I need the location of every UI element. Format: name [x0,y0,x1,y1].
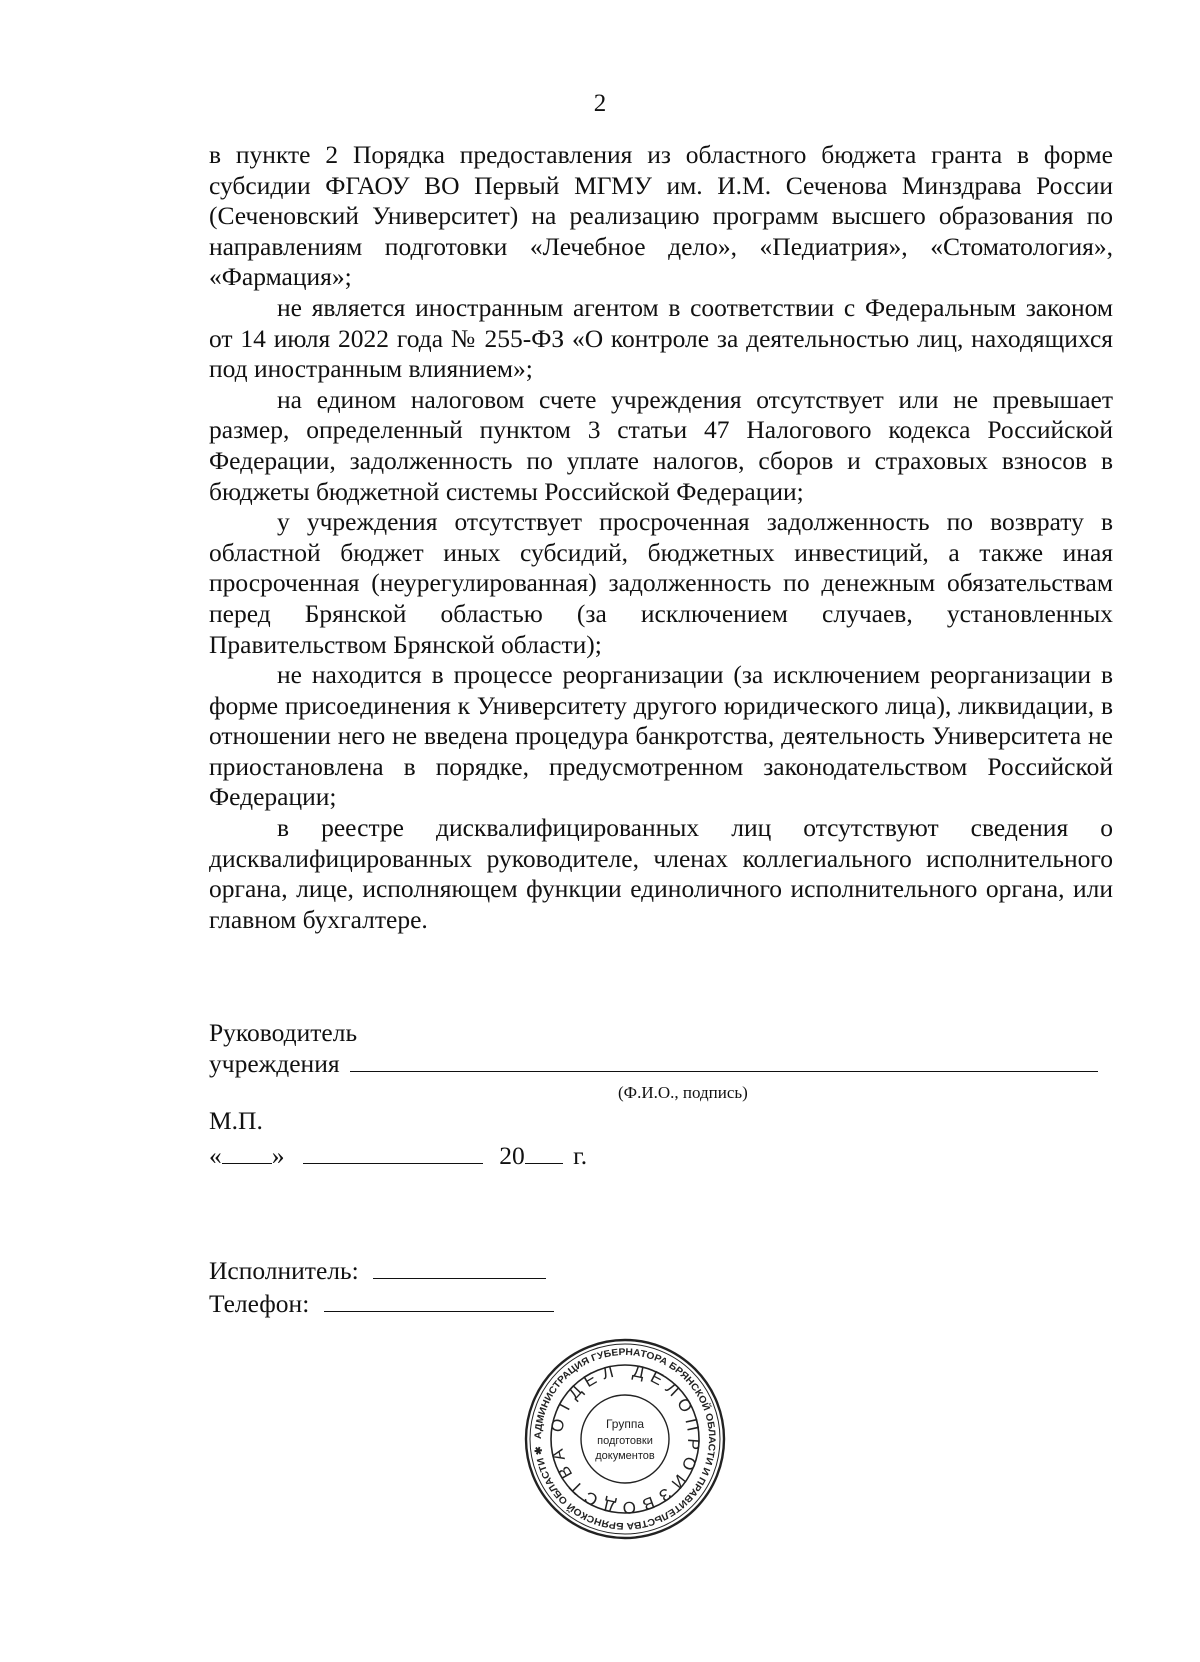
date-open-quote: « [209,1141,222,1170]
seal-label: М.П. [209,1106,263,1135]
paragraph-6: в реестре дисквалифицированных лиц отсутствуют сведения о дисквалифицированных руководителе, членах коллегиального исполнительного органа, лице, исполняющем функции единоличного исполнительного органа, или главном бухгалтере. [209,813,1113,934]
phone-row [209,1289,554,1319]
head-signature-line [350,1070,1098,1072]
stamp-center-line1: Группа [605,1417,645,1431]
date-year-suffix: г. [573,1141,588,1170]
date-close-quote: » [271,1141,285,1170]
executor-row [209,1256,546,1286]
date-day-line [222,1162,272,1164]
paragraph-5: не находится в процессе реорганизации (за исключением реорганизации в форме присоединения к Университету другого юридического лица), ликвидации, в отношении него не введена процедура банкротства, деятельность Университета не приостановлена в порядке, предусмотренном законодательством Российской Федерации; [209,660,1113,812]
stamp-center-line2: подготовки [597,1435,653,1447]
executor-line [373,1277,546,1279]
phone-label: Телефон: [209,1289,310,1318]
office-stamp [524,1338,726,1540]
body-text [209,140,1113,935]
date-row [209,1141,587,1171]
date-month-line [303,1162,483,1164]
paragraph-2: не является иностранным агентом в соответствии с Федеральным законом от 14 июля 2022 года № 255-ФЗ «О контроле за деятельностью лиц, находящихся под иностранным влиянием»; [209,292,1113,384]
paragraph-3: на едином налоговом счете учреждения отсутствует или не превышает размер, определенный пунктом 3 статьи 47 Налогового кодекса Российской Федерации, задолженность по уплате налогов, сборов и страховых взносов в бюджеты бюджетной системы Российской Федерации; [209,384,1113,506]
stamp-outer-text: АДМИНИСТРАЦИЯ ГУБЕРНАТОРА БРЯНСКОЙ ОБЛАСТИ И ПРАВИТЕЛЬСТВА БРЯНСКОЙ ОБЛАСТИ ✱ [532,1346,718,1532]
page-number: 2 [593,90,607,117]
date-year-prefix: 20 [499,1141,525,1170]
fio-caption: (Ф.И.О., подпись) [618,1083,748,1102]
stamp-center-line3: документов [595,1450,655,1462]
stamp-inner-text: ОТДЕЛ ДЕЛОПРОИЗВОДСТВА [547,1360,704,1518]
paragraph-4: у учреждения отсутствует просроченная задолженность по возврату в областной бюджет иных субсидий, бюджетных инвестиций, а также иная просроченная (неурегулированная) задолженность по денежным обязательствам перед Брянской областью (за исключением случаев, установленных Правительством Брянской области); [209,507,1113,659]
head-label-line2: учреждения [209,1049,340,1078]
executor-label: Исполнитель: [209,1256,359,1285]
phone-line [324,1310,554,1312]
paragraph-1: в пункте 2 Порядка предоставления из областного бюджета гранта в форме субсидии ФГАОУ ВО Первый МГМУ им. И.М. Сеченова Минздрава России (Сеченовский Университет) на реализацию программ высшего образования по направлениям подготовки «Лечебное дело», «Педиатрия», «Стоматология», «Фармация»; [209,140,1113,292]
date-year-line [525,1162,563,1164]
head-label-line1: Руководитель [209,1018,358,1047]
head-signature-row [209,1049,1098,1079]
